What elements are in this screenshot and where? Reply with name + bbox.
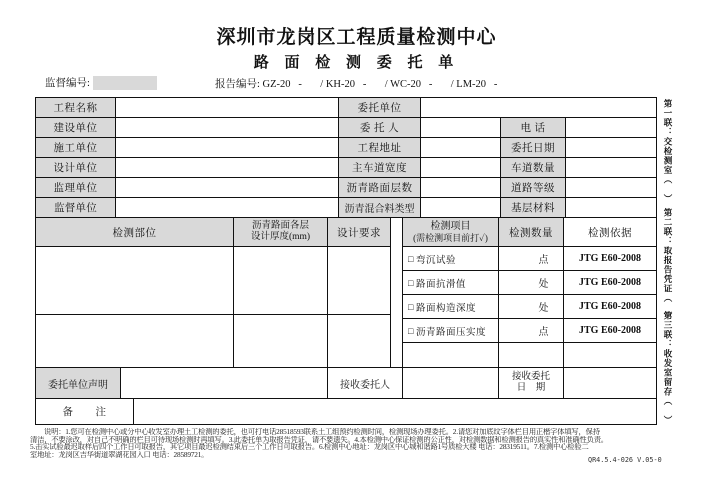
remark-row [36,399,657,425]
layer-thickness-field[interactable] [234,315,328,368]
declaration-label: 委托单位声明 [36,368,121,399]
test-item-row [403,295,657,319]
test-section [36,218,657,368]
test-basis-value: JTG E60-2008 [564,319,657,343]
test-item-row [403,247,657,271]
mixture-type-label: 沥青混合料类型 [339,198,421,218]
receive-date-field[interactable] [564,368,657,399]
test-location-field[interactable] [36,315,234,368]
receive-date-label: 接收委托 日 期 [499,368,564,399]
base-material-label: 基层材料 [501,198,566,218]
table-row [36,98,657,118]
quantity-unit[interactable]: 点 [499,247,564,271]
test-item-deflection[interactable]: □ 弯沉试验 [403,247,499,271]
test-item-row-empty [403,343,657,368]
lane-width-label: 主车道宽度 [339,158,421,178]
test-basis-value: JTG E60-2008 [564,247,657,271]
footer-line: 5.击实试验最迟取样后四个工作日可取报告，其它项目最迟检测结束后三个工作日可取报告。6.检测中心地址：龙岗区中心城和谐路1号质检大楼 电话：28319511。7.检测中心检验二 [30,443,589,451]
spacer-column [391,218,403,368]
test-left-block [36,218,391,368]
quantity-unit[interactable]: 处 [499,271,564,295]
receiver-field[interactable] [403,368,499,399]
project-name-label: 工程名称 [36,98,116,118]
checkbox-icon[interactable]: □ [408,253,414,264]
lane-count-label: 车道数量 [501,158,566,178]
checkbox-icon[interactable]: □ [408,301,414,312]
test-right-block [403,218,657,368]
blank-cell[interactable] [403,343,499,368]
supervision-number-field[interactable] [93,76,157,90]
test-basis-value: JTG E60-2008 [564,271,657,295]
supervisor-unit-field[interactable] [116,178,339,198]
declaration-field[interactable] [121,368,328,399]
page-title: 深圳市龙岗区工程质量检测中心 [216,27,497,48]
test-item-row [403,319,657,343]
layer-thickness-header: 沥青路面各层 设计厚度(mm) [234,218,328,247]
construction-owner-label: 建设单位 [36,118,116,138]
quantity-unit[interactable]: 处 [499,295,564,319]
document-code: QR4.5.4-026 V.05-0 [588,456,662,464]
copy-label-third: 第三联：收发室留存（ ） [663,311,673,425]
copy-label-first: 第一联：交检测室（ ） [663,99,673,204]
receiver-label: 接收委托人 [328,368,403,399]
road-grade-label: 道路等级 [501,178,566,198]
oversight-unit-field[interactable] [116,198,339,218]
pavement-layers-label: 沥青路面层数 [339,178,421,198]
mixture-type-field[interactable] [421,198,501,218]
test-basis-value: JTG E60-2008 [564,295,657,319]
supervisor-unit-label: 监理单位 [36,178,116,198]
form-table [35,97,657,425]
form-subtitle: 路 面 检 测 委 托 单 [253,55,460,71]
commission-date-field[interactable] [566,138,657,158]
test-item-texture-depth[interactable]: □ 路面构造深度 [403,295,499,319]
test-item-skid-resistance[interactable]: □ 路面抗滑值 [403,271,499,295]
phone-label: 电 话 [501,118,566,138]
blank-cell[interactable] [499,343,564,368]
test-item-header: 检测项目 (需检测项目前打✓) [403,218,499,247]
pavement-layers-field[interactable] [421,178,501,198]
quantity-unit[interactable]: 点 [499,319,564,343]
footer-line: 说明：1.您可在检测中心或分中心收发室办理土工检测的委托，也可打电话28518593联系土工组预约检测时间，检测现场办理委托。2.请您对加底纹字体栏目用正楷字体填写，保持 [44,428,600,436]
test-location-field[interactable] [36,247,234,315]
designer-field[interactable] [116,158,339,178]
client-unit-label: 委托单位 [339,98,421,118]
test-item-row [403,271,657,295]
test-item-compaction[interactable]: □ 沥青路面压实度 [403,319,499,343]
road-grade-field[interactable] [566,178,657,198]
table-row [36,178,657,198]
footer-line: 室地址：龙岗区吉华街道翠湖花园入口 电话：28589721。 [30,450,209,458]
designer-label: 设计单位 [36,158,116,178]
consignor-label: 委 托 人 [339,118,421,138]
design-requirement-field[interactable] [328,247,391,315]
table-row [36,158,657,178]
builder-label: 施工单位 [36,138,116,158]
lane-count-field[interactable] [566,158,657,178]
footer-notes [30,428,685,458]
blank-cell[interactable] [564,343,657,368]
oversight-unit-label: 监督单位 [36,198,116,218]
footer-line: 清洁，不要涂改，对自己不明确的栏目可待现场检测时再填写。3.此委托单为取报告凭证，请不要遗失。4.本检测中心保证检测的公正性，对检测数据和检测报告的真实性和准确性负责。 [30,435,608,443]
consignor-field[interactable] [421,118,501,138]
supervision-number-label: 监督编号: [45,78,90,89]
project-address-label: 工程地址 [339,138,421,158]
table-row [36,138,657,158]
client-unit-field[interactable] [421,98,657,118]
supervision-number-row [45,75,157,90]
test-basis-header: 检测依据 [564,218,657,247]
remark-field[interactable] [134,399,657,425]
builder-field[interactable] [116,138,339,158]
checkbox-icon[interactable]: □ [408,277,414,288]
construction-owner-field[interactable] [116,118,339,138]
layer-thickness-field[interactable] [234,247,328,315]
table-row [36,118,657,138]
checkbox-icon[interactable]: □ [408,325,414,336]
design-requirement-header: 设计要求 [328,218,391,247]
test-quantity-header: 检测数量 [499,218,564,247]
declaration-row [36,368,657,399]
copy-label-second: 第二联：取报告凭证（ ） [663,208,673,322]
commission-date-label: 委托日期 [501,138,566,158]
table-row [36,198,657,218]
design-requirement-field[interactable] [328,315,391,368]
project-address-field[interactable] [421,138,501,158]
base-material-field[interactable] [566,198,657,218]
remark-label: 备 注 [36,399,134,425]
phone-field[interactable] [566,118,657,138]
report-number-line: 报告编号: GZ-20 - / KH-20 - / WC-20 - / LM-20 - [215,79,498,90]
lane-width-field[interactable] [421,158,501,178]
project-name-field[interactable] [116,98,339,118]
test-location-header: 检测部位 [36,218,234,247]
